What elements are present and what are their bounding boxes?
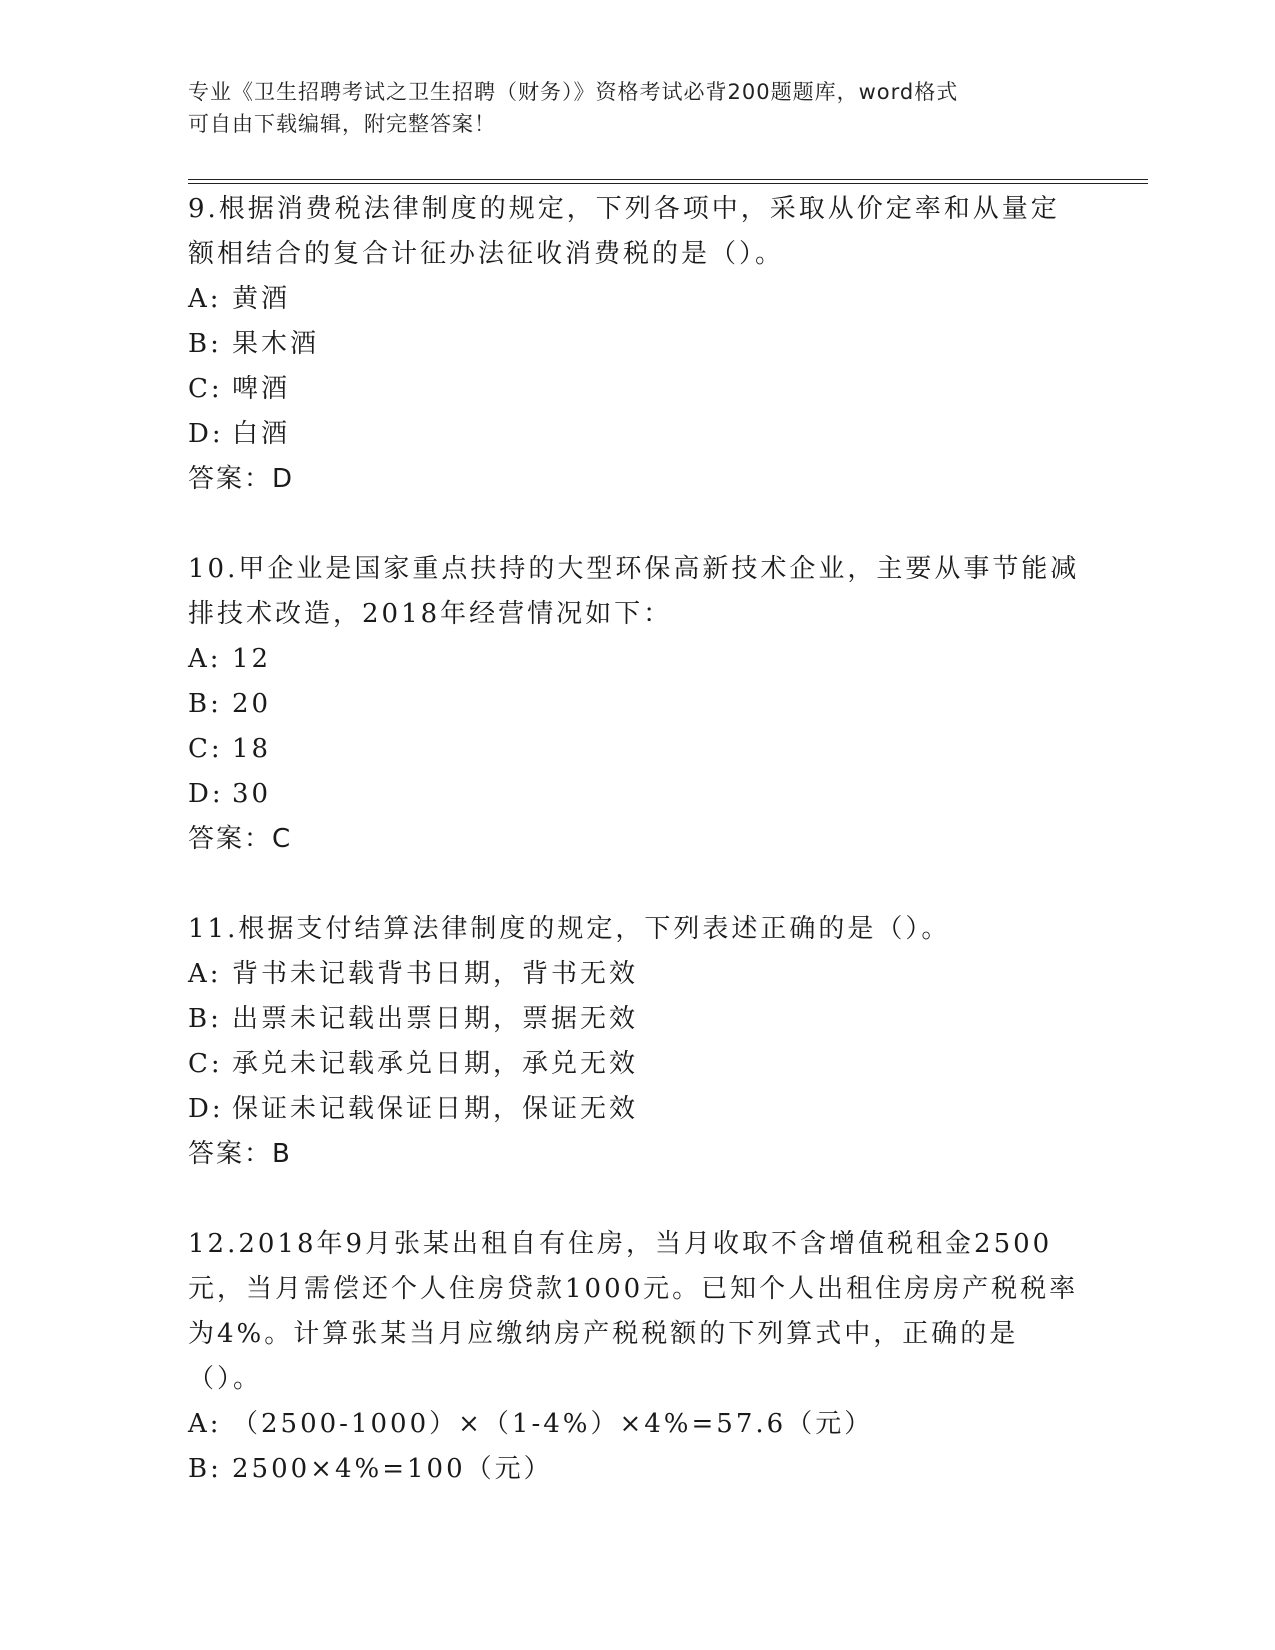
option-key: C: <box>188 374 223 404</box>
header-divider-bottom <box>188 183 1148 184</box>
option-text: （2500-1000）×（1-4%）×4%=57.6（元） <box>232 1409 874 1439</box>
option-a <box>188 637 1088 682</box>
question-11 <box>188 907 1088 1177</box>
option-b <box>188 682 1088 727</box>
option-key: B: <box>188 689 222 719</box>
option-a <box>188 277 1088 322</box>
option-key: A: <box>188 644 222 674</box>
option-d <box>188 412 1088 457</box>
option-key: A: <box>188 284 222 314</box>
option-text: 果木酒 <box>232 329 320 359</box>
option-key: D: <box>188 419 224 449</box>
option-key: C: <box>188 734 223 764</box>
question-text: 11.根据支付结算法律制度的规定，下列表述正确的是（）。 <box>188 914 951 944</box>
header-title-line-2: 可自由下载编辑，附完整答案！ <box>188 112 496 136</box>
answer-line: 答案：D <box>188 464 295 494</box>
question-list <box>188 187 1088 1492</box>
question-text: 12.2018年9月张某出租自有住房，当月收取不含增值税租金2500元，当月需偿还个人住房贷款1000元。已知个人出租住房房产税税率为4%。计算张某当月应缴纳房产税税额的下列算式中，正确的是（）。 <box>188 1229 1079 1394</box>
option-key: B: <box>188 329 222 359</box>
option-key: B: <box>188 1004 222 1034</box>
option-text: 黄酒 <box>232 284 291 314</box>
option-d <box>188 772 1088 817</box>
question-12 <box>188 1222 1088 1492</box>
option-text: 啤酒 <box>232 374 291 404</box>
option-key: D: <box>188 779 224 809</box>
option-text: 白酒 <box>232 419 291 449</box>
document-header <box>188 76 1088 140</box>
option-text: 背书未记载背书日期，背书无效 <box>232 959 639 989</box>
option-a <box>188 952 1088 997</box>
option-key: C: <box>188 1049 223 1079</box>
option-key: A: <box>188 1409 222 1439</box>
option-text: 30 <box>232 779 272 809</box>
question-9 <box>188 187 1088 502</box>
option-d <box>188 1087 1088 1132</box>
option-key: B: <box>188 1454 222 1484</box>
answer-line: 答案：B <box>188 1139 292 1169</box>
option-b <box>188 997 1088 1042</box>
option-text: 2500×4%=100（元） <box>232 1454 553 1484</box>
option-key: D: <box>188 1094 224 1124</box>
option-text: 12 <box>232 644 272 674</box>
option-text: 承兑未记载承兑日期，承兑无效 <box>232 1049 639 1079</box>
option-b <box>188 322 1088 367</box>
option-text: 18 <box>232 734 272 764</box>
option-c <box>188 727 1088 772</box>
option-key: A: <box>188 959 222 989</box>
option-c <box>188 367 1088 412</box>
option-text: 出票未记载出票日期，票据无效 <box>232 1004 639 1034</box>
question-10 <box>188 547 1088 862</box>
option-b <box>188 1447 1088 1492</box>
question-text: 10.甲企业是国家重点扶持的大型环保高新技术企业，主要从事节能减排技术改造，2018年经营情况如下： <box>188 554 1080 629</box>
header-divider-top <box>188 179 1148 180</box>
question-text: 9.根据消费税法律制度的规定，下列各项中，采取从价定率和从量定额相结合的复合计征办法征收消费税的是（）。 <box>188 194 1060 269</box>
option-text: 保证未记载保证日期，保证无效 <box>232 1094 639 1124</box>
option-text: 20 <box>232 689 272 719</box>
option-a <box>188 1402 1088 1447</box>
header-title-line-1: 专业《卫生招聘考试之卫生招聘（财务）》资格考试必背200题题库，word格式 <box>188 80 959 104</box>
option-c <box>188 1042 1088 1087</box>
answer-line: 答案：C <box>188 824 293 854</box>
